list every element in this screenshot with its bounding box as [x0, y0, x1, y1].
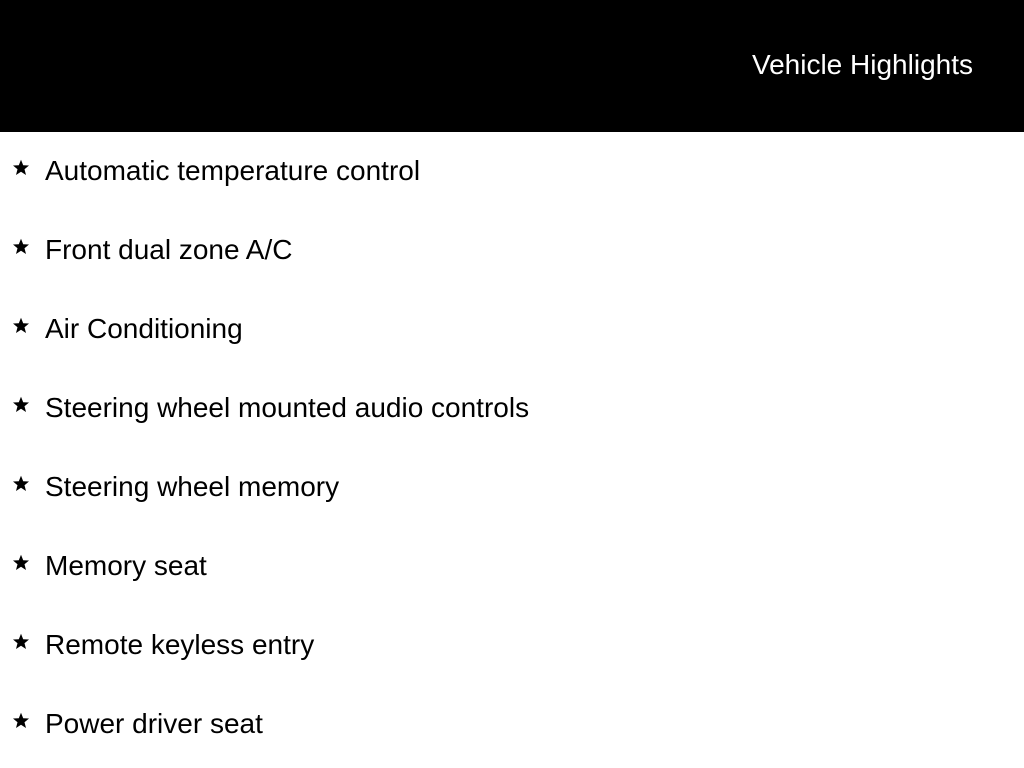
highlights-list [0, 132, 1024, 764]
star-icon [11, 316, 31, 336]
highlight-text: Memory seat [45, 550, 207, 581]
highlight-text: Steering wheel mounted audio controls [45, 392, 530, 423]
highlight-text: Front dual zone A/C [45, 234, 293, 265]
list-item [0, 369, 1024, 448]
list-item [0, 527, 1024, 606]
star-icon [11, 711, 31, 731]
star-icon [11, 632, 31, 652]
list-item [0, 448, 1024, 527]
star-icon [11, 158, 31, 178]
list-item [0, 211, 1024, 290]
highlight-text: Automatic temperature control [45, 155, 421, 186]
page-title: Vehicle Highlights [751, 49, 973, 80]
star-icon [11, 553, 31, 573]
star-icon [11, 237, 31, 257]
header-banner [0, 0, 1024, 132]
highlight-text: Power driver seat [45, 708, 263, 739]
highlight-text: Steering wheel memory [45, 471, 340, 502]
star-icon [11, 474, 31, 494]
list-item [0, 606, 1024, 685]
star-icon [11, 395, 31, 415]
list-item [0, 290, 1024, 369]
list-item [0, 685, 1024, 764]
highlight-text: Remote keyless entry [45, 629, 315, 660]
list-item [0, 132, 1024, 211]
highlight-text: Air Conditioning [45, 313, 243, 344]
